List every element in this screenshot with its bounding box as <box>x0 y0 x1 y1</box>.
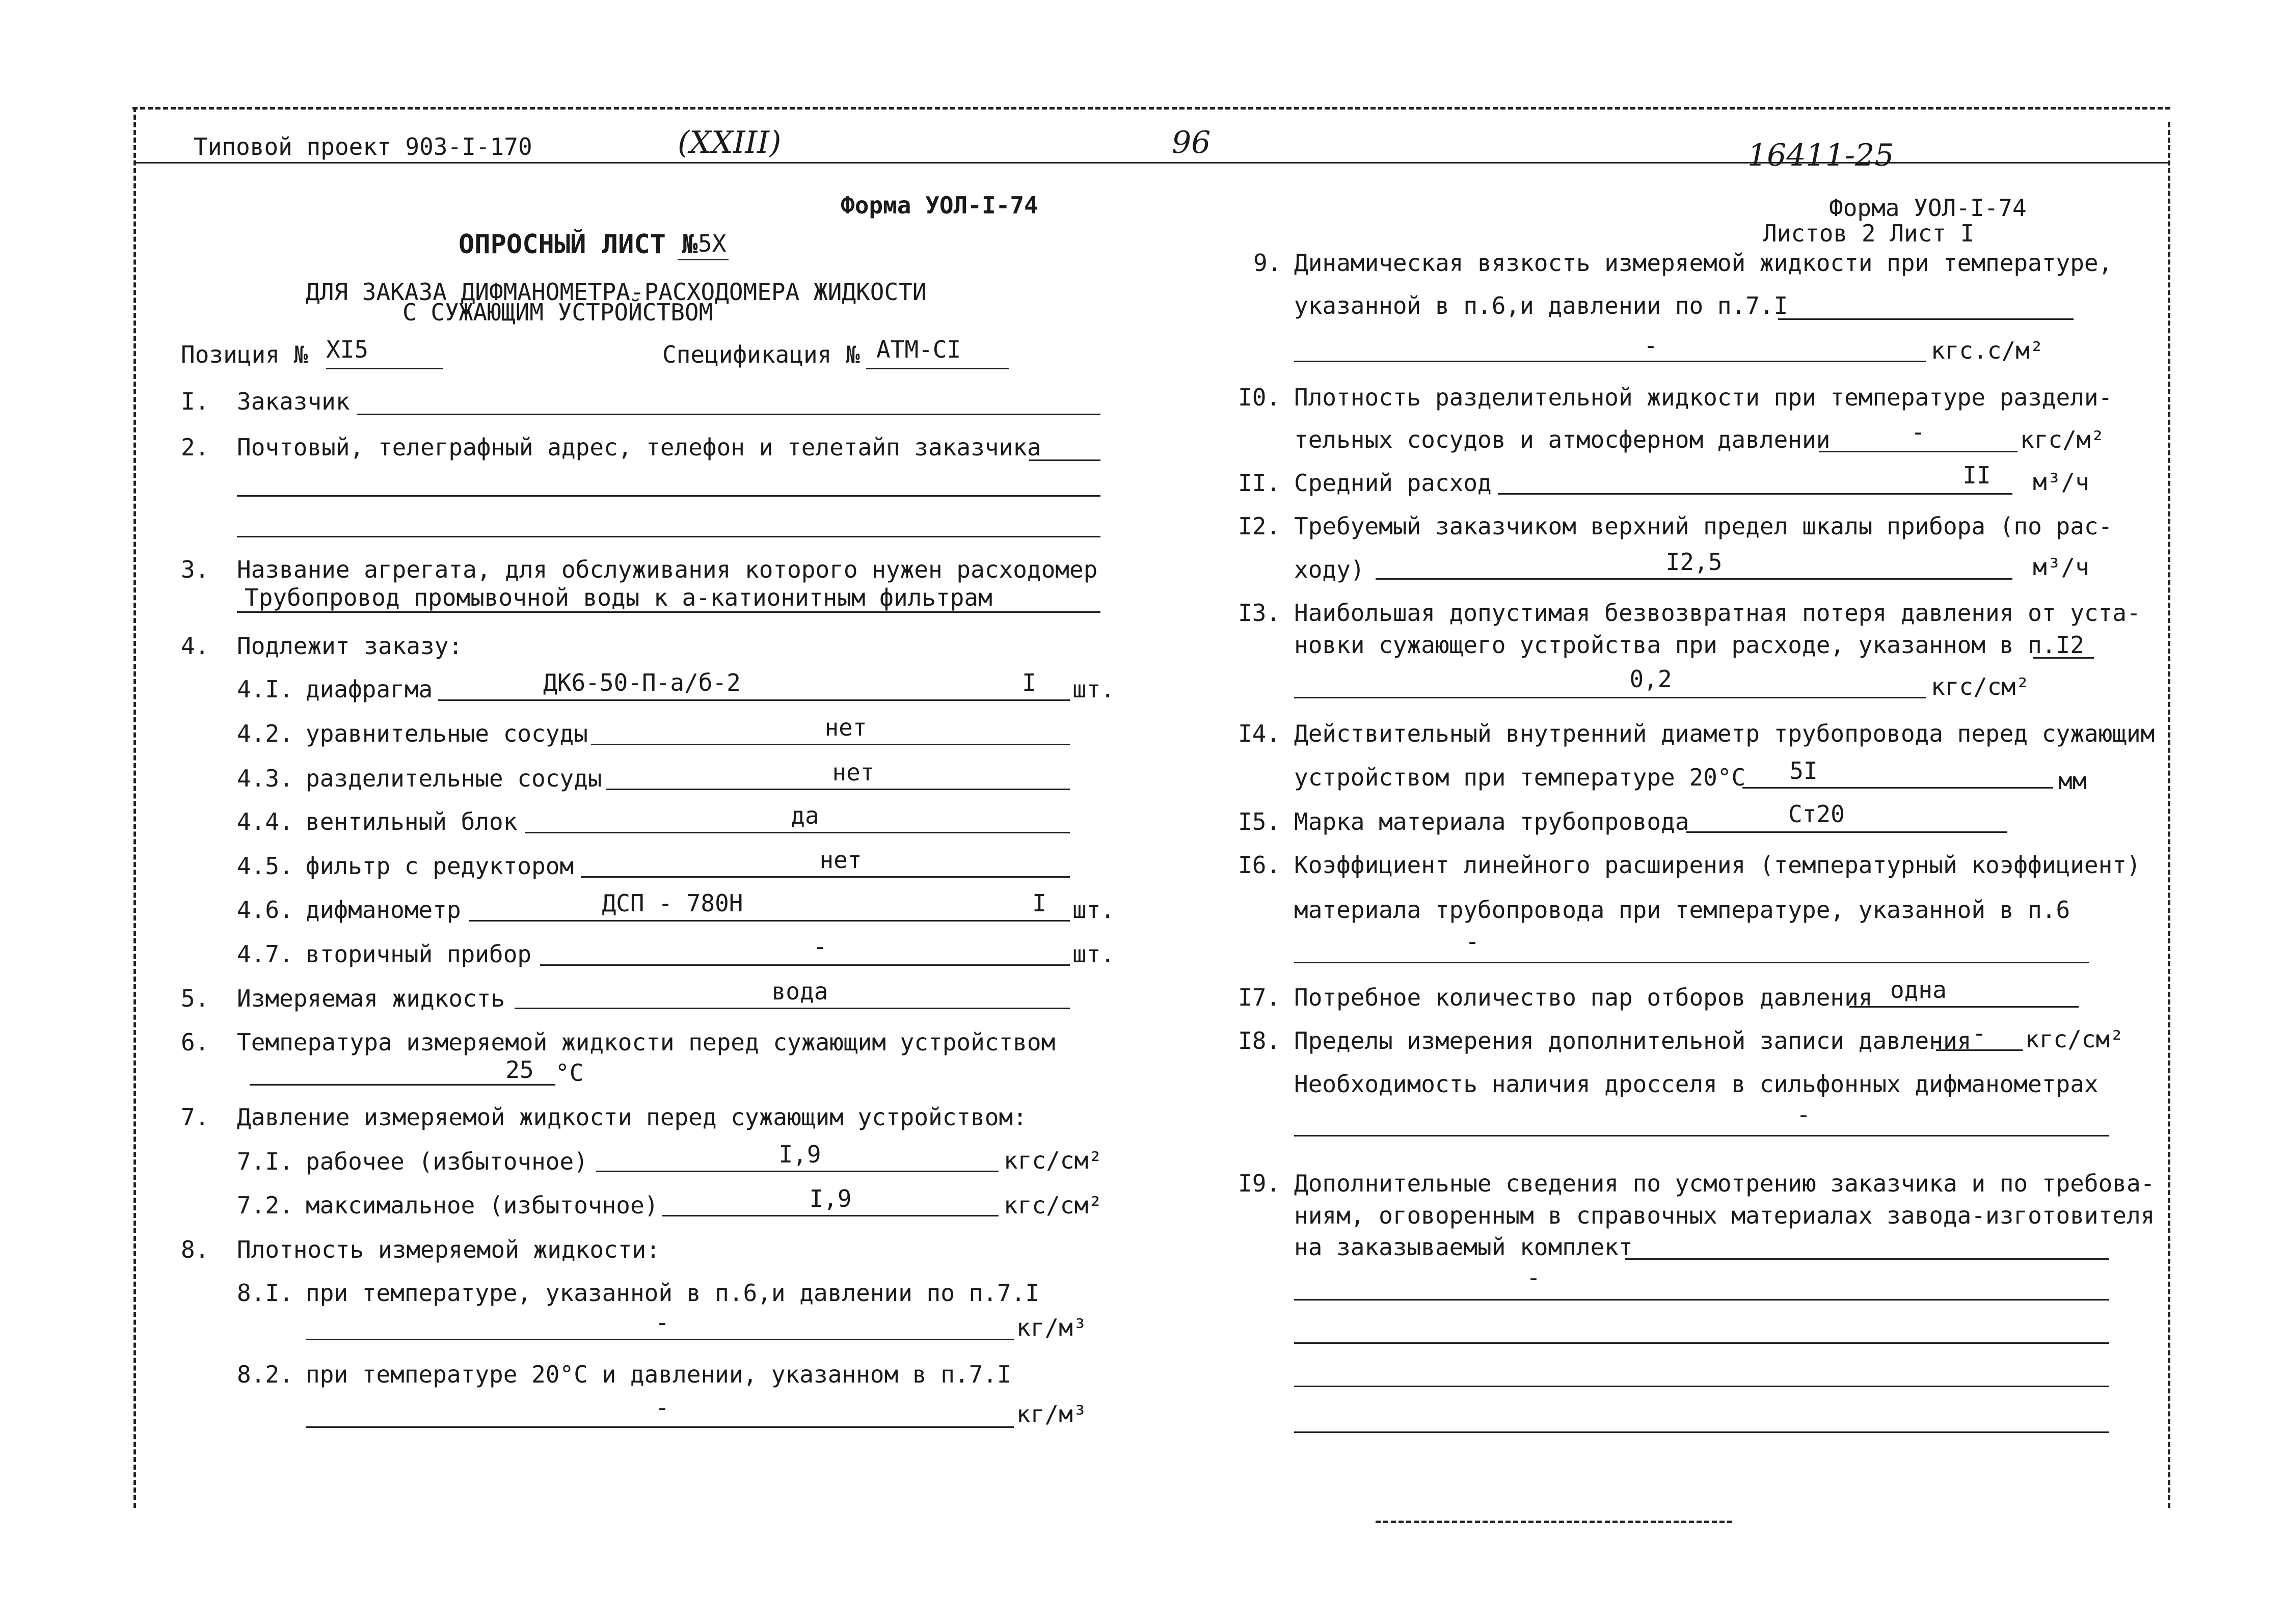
item-8-label: Плотность измеряемой жидкости: <box>237 1236 660 1263</box>
item-16-label-a: Коэффициент линейного расширения (температурный коэффициент) <box>1294 851 2141 879</box>
item-9-label-b: указанной в п.6,и давлении по п.7.I <box>1294 292 1788 319</box>
item-10-unit: кгс/м² <box>2020 426 2105 453</box>
item-1-number: I. <box>181 388 209 415</box>
sub-4-4-line <box>525 832 1070 833</box>
sub-4-6-number: 4.6. <box>237 896 293 924</box>
item-19-line-e <box>1294 1431 2109 1433</box>
sub-8-2-number: 8.2. <box>237 1361 293 1388</box>
album-number: (XXIII) <box>678 125 782 160</box>
item-13-line-a <box>2033 657 2094 659</box>
item-18-value: - <box>1972 1019 1986 1047</box>
item-11-unit: м³/ч <box>2033 468 2089 496</box>
item-5-line <box>515 1008 1070 1009</box>
item-14-label-a: Действительный внутренний диаметр трубопровода перед сужающим <box>1294 720 2155 747</box>
sub-4-7-label: вторичный прибор <box>306 940 532 968</box>
sub-4-2-label: уравнительные сосуды <box>306 720 588 747</box>
item-15-line <box>1686 831 2007 833</box>
item-14-line <box>1742 787 2053 789</box>
item-7-label: Давление измеряемой жидкости перед сужающим устройством: <box>237 1103 1027 1131</box>
frame-bottom-mark <box>1376 1521 1732 1523</box>
subtitle-line2: С СУЖАЮЩИМ УСТРОЙСТВОМ <box>402 299 713 326</box>
item-8-number: 8. <box>181 1236 209 1263</box>
sub-7-1-line <box>596 1171 999 1172</box>
project-number: Типовой проект 903-I-170 <box>194 133 532 160</box>
item-2-label: Почтовый, телеграфный адрес, телефон и телетайп заказчика <box>237 434 1041 461</box>
sheet-count: Листов 2 Лист I <box>1763 220 1975 247</box>
position-label: Позиция № <box>181 341 308 368</box>
sub-8-1-label: при температуре, указанной в п.6,и давлении по п.7.I <box>306 1279 1040 1307</box>
item-12-label-b: ходу) <box>1294 556 1365 583</box>
item-3-line <box>237 611 1100 613</box>
sub-4-5-number: 4.5. <box>237 852 293 880</box>
sub-8-2-label: при температуре 20°C и давлении, указанном в п.7.I <box>306 1361 1011 1388</box>
sub-4-1-label: диафрагма <box>306 675 433 703</box>
frame-top <box>132 107 2170 110</box>
item-9-unit: кгс.с/м² <box>1931 337 2044 364</box>
item-3-value: Трубопровод промывочной воды к а-катионитным фильтрам <box>245 584 992 611</box>
form-label-right: Форма УОЛ-I-74 <box>1829 194 2027 222</box>
item-9-line-b <box>1294 361 1926 362</box>
specification-label: Спецификация № <box>662 341 860 368</box>
item-14-label-b: устройством при температуре 20°C <box>1294 764 1746 791</box>
item-15-label: Марка материала трубопровода <box>1294 808 1689 835</box>
item-4-number: 4. <box>181 632 209 660</box>
item-12-label-a: Требуемый заказчиком верхний предел шкалы прибора (по рас- <box>1294 512 2113 540</box>
item-5-number: 5. <box>181 985 209 1012</box>
item-19-line-c <box>1294 1342 2109 1344</box>
sub-4-6-unit: шт. <box>1072 896 1115 924</box>
specification-value: АТМ-CI <box>876 336 961 363</box>
sub-7-1-label: рабочее (избыточное) <box>306 1148 588 1175</box>
item-12-line <box>1376 578 2012 580</box>
sub-8-1-line <box>306 1339 1014 1340</box>
sub-4-3-value: нет <box>832 759 875 786</box>
sub-8-2-line <box>306 1426 1014 1428</box>
sub-7-1-number: 7.I. <box>237 1148 293 1175</box>
item-13-label-b: новки сужающего устройства при расходе, указанном в п.I2 <box>1294 631 2084 659</box>
item-1-line <box>357 414 1100 415</box>
item-15-number: I5. <box>1238 808 1281 835</box>
item-17-value: одна <box>1890 976 1947 1004</box>
item-10-number: I0. <box>1238 384 1281 411</box>
specification-line <box>866 368 1009 369</box>
item-13-unit: кгс/см² <box>1931 673 2030 700</box>
sub-4-3-number: 4.3. <box>237 765 293 792</box>
position-line <box>326 368 443 369</box>
item-5-label: Измеряемая жидкость <box>237 985 505 1012</box>
sub-7-1-value: I,9 <box>778 1141 821 1168</box>
form-label-left: Форма УОЛ-I-74 <box>841 192 1038 219</box>
item-16-value: - <box>1465 928 1480 955</box>
item-3-number: 3. <box>181 556 209 583</box>
sub-4-6-line <box>469 920 1070 922</box>
frame-left <box>133 107 136 1508</box>
item-17-line <box>1849 1006 2079 1008</box>
item-9-line-a <box>1778 318 2074 320</box>
item-18-unit: кгс/см² <box>2025 1025 2124 1053</box>
sub-8-2-unit: кг/м³ <box>1016 1400 1087 1428</box>
item-19-value: - <box>1526 1264 1541 1291</box>
questionnaire-title: ОПРОСНЫЙ ЛИСТ № <box>459 229 698 260</box>
sub-7-1-unit: кгс/см² <box>1004 1147 1102 1174</box>
sub-4-6-qty: I <box>1032 889 1046 917</box>
item-12-value: I2,5 <box>1665 548 1723 576</box>
title-no-line <box>678 259 729 260</box>
frame-right <box>2168 122 2170 1508</box>
sub-4-7-value: - <box>813 933 827 960</box>
document-code: 16411-25 <box>1747 138 1894 173</box>
sub-4-7-unit: шт. <box>1072 940 1115 968</box>
sub-7-2-number: 7.2. <box>237 1192 293 1219</box>
sub-4-2-value: нет <box>824 714 867 741</box>
item-10-label-a: Плотность разделительной жидкости при температуре раздели- <box>1294 384 2113 411</box>
subtitle-line1: ДЛЯ ЗАКАЗА ДИФМАНОМЕТРА-РАСХОДОМЕРА ЖИДКОСТИ <box>306 278 927 306</box>
item-14-unit: мм <box>2058 767 2087 795</box>
item-13-line-b <box>1294 697 1926 698</box>
item-6-value: 25 <box>505 1056 534 1084</box>
item-16-label-b: материала трубопровода при температуре, указанной в п.6 <box>1294 896 2070 924</box>
sub-4-1-unit: шт. <box>1072 675 1115 703</box>
item-9-label-a: Динамическая вязкость измеряемой жидкости при температуре, <box>1294 249 2113 277</box>
item-19-line-d <box>1294 1386 2109 1387</box>
item-14-number: I4. <box>1238 720 1281 747</box>
sub-4-1-qty: I <box>1022 669 1036 696</box>
item-15-value: Ст20 <box>1788 800 1845 828</box>
item-11-label: Средний расход <box>1294 469 1492 497</box>
item-2-number: 2. <box>181 434 209 461</box>
sub-4-5-value: нет <box>819 846 862 874</box>
item-19-number: I9. <box>1238 1170 1281 1197</box>
item-2-line-c <box>237 536 1100 537</box>
item-16-number: I6. <box>1238 851 1281 879</box>
sub-4-7-number: 4.7. <box>237 940 293 968</box>
item-5-value: вода <box>771 978 828 1005</box>
sub-4-5-label: фильтр с редуктором <box>306 852 574 880</box>
item-10-line <box>1819 451 2018 452</box>
item-13-number: I3. <box>1238 599 1281 627</box>
sub-7-2-unit: кгс/см² <box>1004 1192 1102 1219</box>
item-17-number: I7. <box>1238 984 1281 1011</box>
sub-4-2-line <box>591 744 1070 745</box>
page-number: 96 <box>1172 125 1211 160</box>
sub-7-2-label: максимальное (избыточное) <box>306 1192 659 1219</box>
item-2-line-a <box>1029 459 1100 461</box>
item-6-unit: °C <box>555 1059 584 1087</box>
item-17-label: Потребное количество пар отборов давления <box>1294 984 1873 1011</box>
item-7-number: 7. <box>181 1103 209 1131</box>
item-10-value: - <box>1911 418 1925 446</box>
sub-4-1-value: ДК6-50-П-а/б-2 <box>543 669 741 696</box>
item-9-number: 9. <box>1253 249 1282 277</box>
sub-4-7-line <box>540 964 1070 966</box>
sub-4-3-label: разделительные сосуды <box>306 765 602 792</box>
item-19-line-b <box>1294 1299 2109 1301</box>
sub-4-1-number: 4.I. <box>237 675 293 703</box>
item-18-line-b <box>1294 1135 2109 1136</box>
item-12-unit: м³/ч <box>2033 553 2089 581</box>
item-3-label: Название агрегата, для обслуживания которого нужен расходомер <box>237 556 1098 583</box>
sub-4-5-line <box>581 876 1070 878</box>
item-18-label-b: Необходимость наличия дросселя в сильфонных дифманометрах <box>1294 1070 2099 1098</box>
sub-4-4-label: вентильный блок <box>306 808 518 835</box>
item-18-number: I8. <box>1238 1027 1281 1054</box>
sub-8-1-number: 8.I. <box>237 1279 293 1307</box>
item-18-label-a: Пределы измерения дополнительной записи давления <box>1294 1027 1972 1054</box>
item-6-number: 6. <box>181 1028 209 1056</box>
item-1-label: Заказчик <box>237 388 350 415</box>
item-19-label-a: Дополнительные сведения по усмотрению заказчика и по требова- <box>1294 1170 2155 1197</box>
sub-8-2-value: - <box>655 1394 669 1421</box>
item-10-label-b: тельных сосудов и атмосферном давлении <box>1294 426 1831 453</box>
item-19-line-a <box>1625 1258 2109 1260</box>
item-12-number: I2. <box>1238 512 1281 540</box>
sub-4-3-line <box>606 789 1070 790</box>
item-11-number: II. <box>1238 469 1281 497</box>
item-6-line <box>250 1084 555 1086</box>
position-value: XI5 <box>326 336 369 363</box>
item-18-value-b: - <box>1796 1101 1811 1128</box>
item-6-label: Температура измеряемой жидкости перед сужающим устройством <box>237 1028 1056 1056</box>
item-11-line <box>1498 493 2012 495</box>
item-13-label-a: Наибольшая допустимая безвозвратная потеря давления от уста- <box>1294 599 2141 627</box>
item-16-line <box>1294 962 2089 963</box>
sub-4-4-value: да <box>791 802 819 829</box>
sub-4-1-line <box>438 699 1070 701</box>
sub-7-2-value: I,9 <box>809 1185 852 1212</box>
item-2-line-b <box>237 495 1100 497</box>
item-4-label: Подлежит заказу: <box>237 632 463 660</box>
item-11-value: II <box>1962 462 1991 489</box>
item-13-value: 0,2 <box>1629 665 1672 693</box>
item-18-line-a <box>1936 1049 2023 1051</box>
sub-7-2-line <box>662 1215 999 1216</box>
sub-4-4-number: 4.4. <box>237 808 293 835</box>
sub-4-6-label: дифманометр <box>306 896 461 924</box>
sub-4-2-number: 4.2. <box>237 720 293 747</box>
sub-4-6-value: ДСП - 780Н <box>602 889 743 917</box>
sub-8-1-unit: кг/м³ <box>1016 1314 1087 1341</box>
item-9-value: - <box>1644 332 1658 359</box>
questionnaire-number: 5X <box>698 230 727 257</box>
item-19-label-b: ниям, оговоренным в справочных материалах завода-изготовителя <box>1294 1202 2155 1229</box>
item-19-label-c: на заказываемый комплект <box>1294 1233 1633 1261</box>
item-14-value: 5I <box>1789 757 1818 784</box>
sub-8-1-value: - <box>655 1309 669 1336</box>
